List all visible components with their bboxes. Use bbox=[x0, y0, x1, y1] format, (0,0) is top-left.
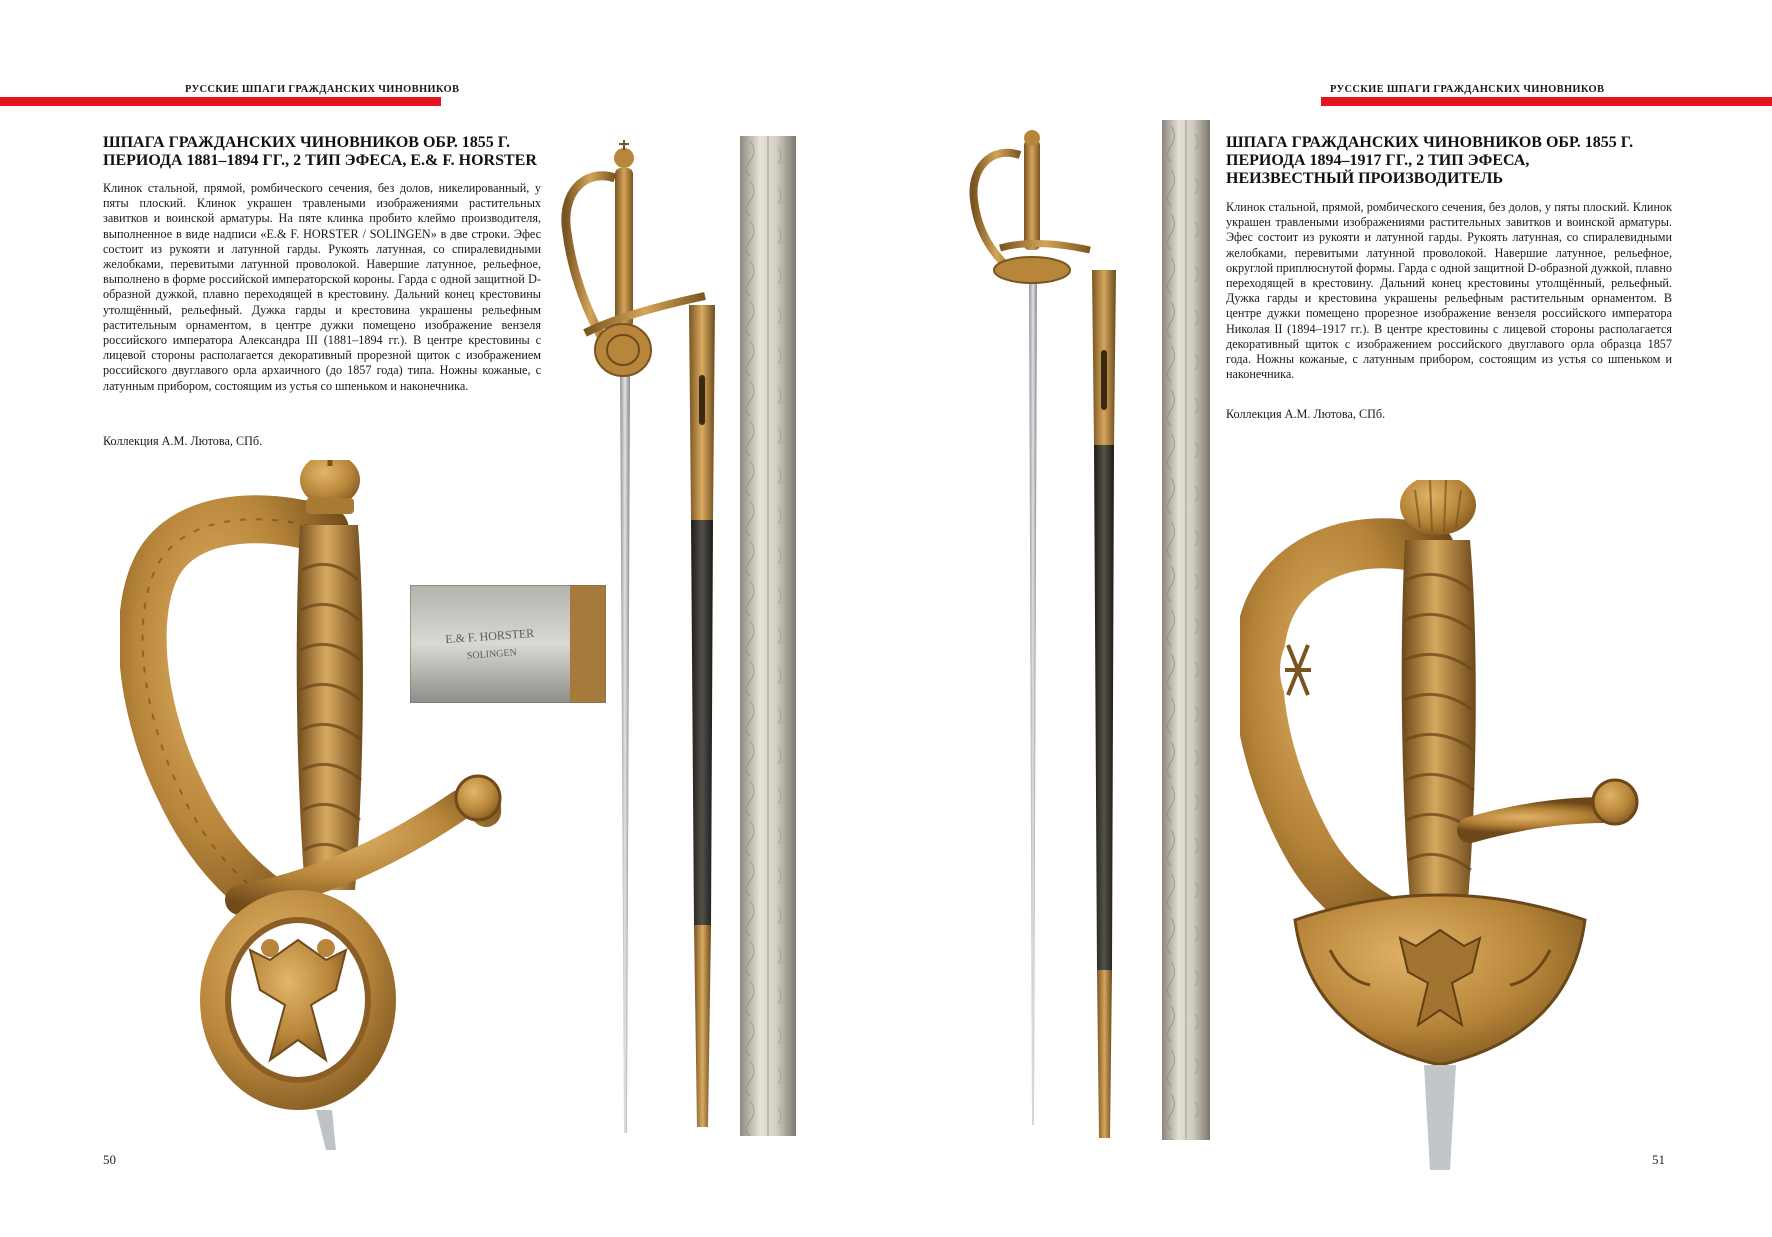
left-title-line-2: ПЕРИОДА 1881–1894 ГГ., 2 ТИП ЭФЕСА, E.& F. HORSTER bbox=[103, 152, 537, 169]
right-page-number: 51 bbox=[1652, 1152, 1665, 1167]
crown-pommel-icon bbox=[300, 460, 360, 514]
left-scabbard-photo bbox=[684, 305, 724, 1130]
left-description: Клинок стальной, прямой, ромбического сечения, без долов, никелированный, у пяты плоский. Клинок украшен травлеными изображениями растительных завитков и воинской арматуры. На пяте клинка пробито клеймо производителя, выполненное в виде надписи «E.& F. HORSTER / SOLINGEN» в две строки. Эфес состоит из рукояти и латунной гарды. Рукоять латунная, со спиралевидными желобками, перевитыми латунной проволокой. Навершие латунное, рельефное, выполнено в форме российской императорской короны. Гарда с одной защитной D-образной дужкой, плавно переходящей в крестовину. Дальний конец крестовины утолщённый, рельефный. Дужка гарды и крестовина украшены рельефным растительным орнаментом, в центре дужки помещено изображение вензеля российского императора Александра III (1881–1894 гг.). В центре крестовины с лицевой стороны располагается декоративный прорезной щиток с изображением российского двуглавого орла архаичного (до 1857 года) типа. Ножны кожаные, с латунным прибором, состоящим из устья со шпеньком и наконечника. bbox=[103, 181, 541, 393]
double-headed-eagle-icon bbox=[200, 890, 396, 1110]
right-scabbard-photo bbox=[1087, 270, 1123, 1140]
left-blade-detail-photo bbox=[740, 136, 796, 1136]
right-title bbox=[1226, 134, 1686, 188]
right-header-rule bbox=[1321, 97, 1772, 106]
decorative-watermark bbox=[1040, 900, 1078, 990]
left-page-number: 50 bbox=[103, 1152, 116, 1167]
right-running-head: РУССКИЕ ШПАГИ ГРАЖДАНСКИХ ЧИНОВНИКОВ bbox=[1330, 84, 1605, 95]
right-description: Клинок стальной, прямой, ромбического сечения, без долов, у пяты плоский. Клинок украшен травлеными изображениями растительных завитков и воинской арматуры. Эфес состоит из рукояти и латунной гарды. Рукоять латунная, со спиралевидными желобками, перевитыми латунной проволокой. Навершие латунное, рельефное, округлой приплюснутой формы. Гарда с одной защитной D-образной дужкой, плавно переходящей в крестовину. Дальний конец крестовины утолщённый, рельефный. Дужка гарды и крестовина украшены рельефным растительным орнаментом. В центре дужки помещено прорезное изображение вензеля российского императора Николая II (1894–1917 гг.). В центре крестовины с лицевой стороны располагается декоративный щиток с изображением российского двуглавого орла образца 1857 года. Ножны кожаные, с латунным прибором, состоящим из устья со шпеньком и наконечника. bbox=[1226, 200, 1672, 382]
double-headed-eagle-icon bbox=[1295, 895, 1585, 1065]
left-running-head: РУССКИЕ ШПАГИ ГРАЖДАНСКИХ ЧИНОВНИКОВ bbox=[185, 84, 460, 95]
left-title-line-1: ШПАГА ГРАЖДАНСКИХ ЧИНОВНИКОВ ОБР. 1855 Г. bbox=[103, 134, 511, 151]
right-blade-detail-photo bbox=[1162, 120, 1210, 1140]
left-title bbox=[103, 134, 543, 170]
right-title-line-2: ПЕРИОДА 1894–1917 ГГ., 2 ТИП ЭФЕСА, bbox=[1226, 152, 1530, 169]
left-hilt-closeup-photo bbox=[120, 460, 560, 1150]
monogram-icon bbox=[1280, 636, 1316, 704]
maker-mark-inset-photo bbox=[410, 585, 606, 703]
right-title-line-1: ШПАГА ГРАЖДАНСКИХ ЧИНОВНИКОВ ОБР. 1855 Г. bbox=[1226, 134, 1634, 151]
right-full-sword-photo bbox=[960, 130, 1100, 1130]
right-collection-credit: Коллекция А.М. Лютова, СПб. bbox=[1226, 407, 1386, 421]
left-collection-credit: Коллекция А.М. Лютова, СПб. bbox=[103, 434, 263, 448]
maker-mark-line-1: E.& F. HORSTER bbox=[444, 625, 535, 647]
left-header-rule bbox=[0, 97, 441, 106]
right-hilt-closeup-photo bbox=[1240, 480, 1680, 1170]
maker-mark-line-2: SOLINGEN bbox=[466, 647, 518, 662]
right-title-line-3: НЕИЗВЕСТНЫЙ ПРОИЗВОДИТЕЛЬ bbox=[1226, 170, 1504, 187]
